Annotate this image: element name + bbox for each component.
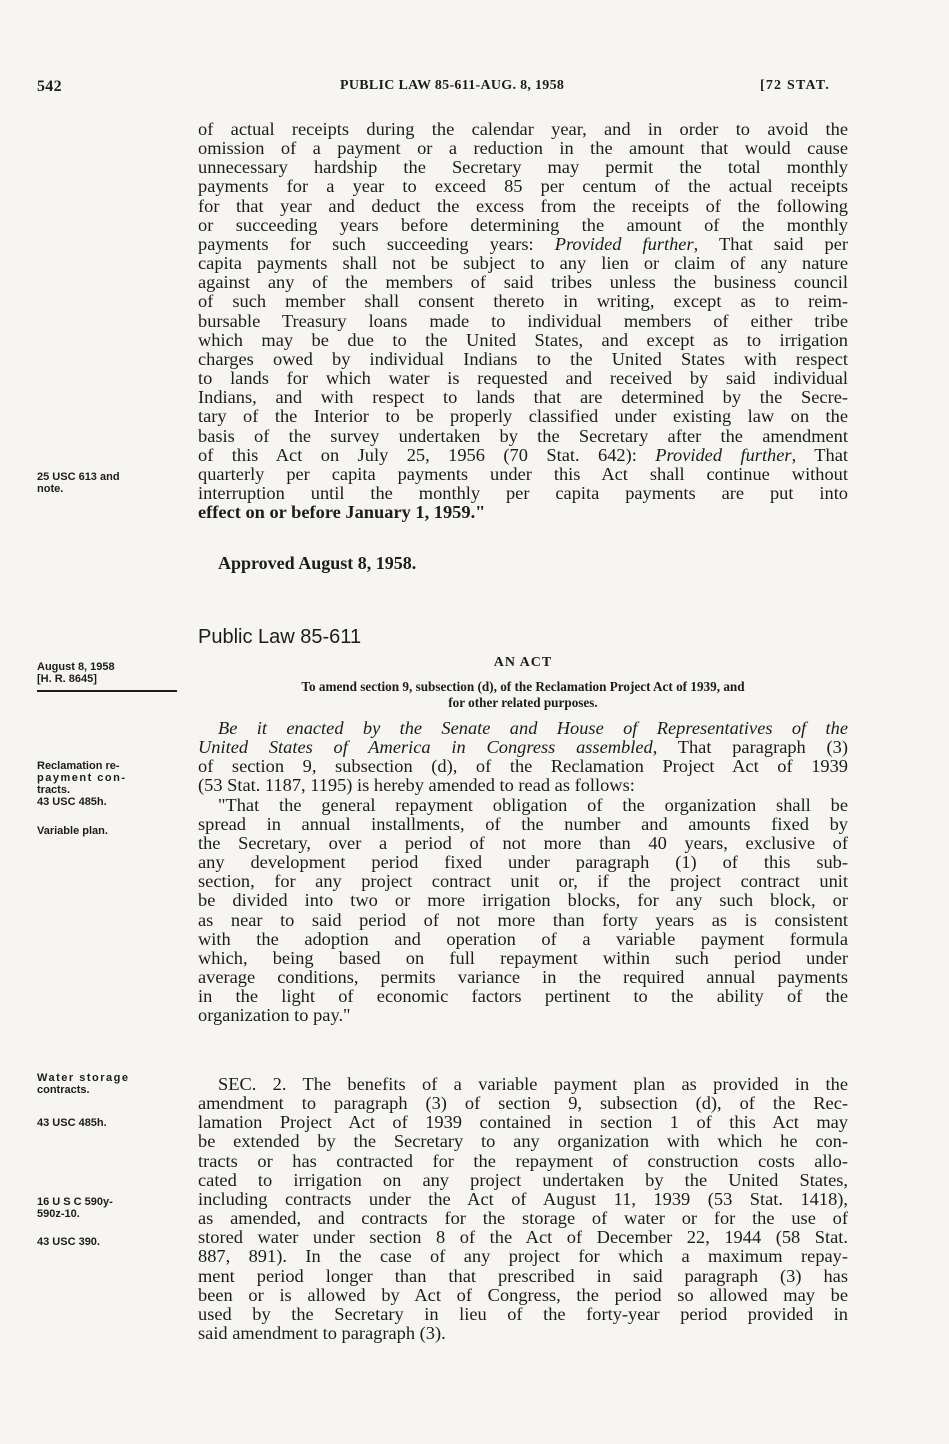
text-block-section-2: SEC. 2. The benefits of a variable payment plan as provided in the amendment to paragraph (3) of section 9, subsection (d), of the Rec- lamation Project Act of 1939 contained in section 1 of this Act may be extended by the Secretary to any organization with which he con- tracts or has contracted for the repayment of construction costs allo- cated to irrigation on any project undertaken by the United States, including contracts under the Act of August 11, 1939 (53 Stat. 1418), as amended, and contracts for the storage of water or for the use of stored water under section 8 of the Act of December 22, 1944 (58 Stat. 887, 891). In the case of any project for which a maximum repay- ment period longer than that prescribed in said paragraph (3) has been or is allowed by Act of Congress, the period so allowed may be used by the Secretary in lieu of the forty-year period provided in said amendment to paragraph (3). [198, 1074, 848, 1344]
margin-note-usc-613: 25 USC 613 and note. [37, 471, 120, 495]
statute-reference: [72 STAT. [760, 78, 830, 93]
text-block-enactment: Be it enacted by the Senate and House of Representatives of the United States of America in Congress assembled, That paragraph (3) of section 9, subsection (d), of the Reclamation Project Act of 1939 (53 Stat. 1187, 1195) is hereby amended to read as follows: "That the general repayment obligation of the organization shall be spread in annual installments, of the number and amounts fixed by the Secretary, over a period of not more than 40 years, exclusive of any development period fixed under paragraph (1) of this sub- section, for any project contract unit or, if the project contract unit be divided into two or more irrigation blocks, for any such block, or as near to said period of not more than forty years as is consistent with the adoption and operation of a variable payment formula which, being based on full repayment within such period under average conditions, permits variance in the required annual payments in the light of economic factors pertinent to the ability of the organization to pay." [198, 718, 848, 1026]
margin-note-usc-590: 16 U S C 590y- 590z-10. [37, 1196, 113, 1220]
margin-note-date: August 8, 1958 [H. R. 8645] [37, 661, 115, 685]
margin-note-usc-485h: 43 USC 485h. [37, 1117, 107, 1129]
page-number: 542 [37, 78, 62, 95]
act-purpose: To amend section 9, subsection (d), of the Reclamation Project Act of 1939, and for other related purposes. [301, 679, 745, 710]
an-act-heading: AN ACT [493, 655, 553, 670]
law-title: Public Law 85-611 [198, 626, 362, 648]
margin-rule [37, 690, 177, 692]
approval-line: Approved August 8, 1958. [218, 553, 417, 573]
running-head: PUBLIC LAW 85-611-AUG. 8, 1958 [340, 78, 565, 93]
text-block-continuation: of actual receipts during the calendar year, and in order to avoid the omission of a payment or a reduction in the amount that would cause unnecessary hardship the Secretary may permit the total monthly payments for a year to exceed 85 per centum of the actual receipts for that year and deduct the excess from the receipts of the following or succeeding years before determining the amount of the monthly payments for such succeeding years: Provided further, That said per capita payments shall not be subject to any lien or claim of any nature against any of the members of said tribes unless the business council of such member shall consent thereto in writing, except as to reim- bursable Treasury loans made to individual members of either tribe which may be due to the United States, and except as to irrigation charges owed by individual Indians to the United States with respect to lands for which water is requested and received by said individual Indians, and with respect to lands that are determined by the Secre- tary of the Interior to be properly classified under existing law on the basis of the survey undertaken by the Secretary after the amendment of this Act on July 25, 1956 (70 Stat. 642): Provided further, That quarterly per capita payments under this Act shall continue without interruption until the monthly per capita payments are put into effect on or before January 1, 1959." [198, 119, 848, 523]
margin-note-usc-390: 43 USC 390. [37, 1236, 100, 1248]
margin-note-water-storage: Water storage contracts. [37, 1072, 130, 1096]
margin-note-reclamation: Reclamation re- payment con- tracts. 43 USC 485h. [37, 760, 127, 808]
margin-note-variable-plan: Variable plan. [37, 825, 108, 837]
